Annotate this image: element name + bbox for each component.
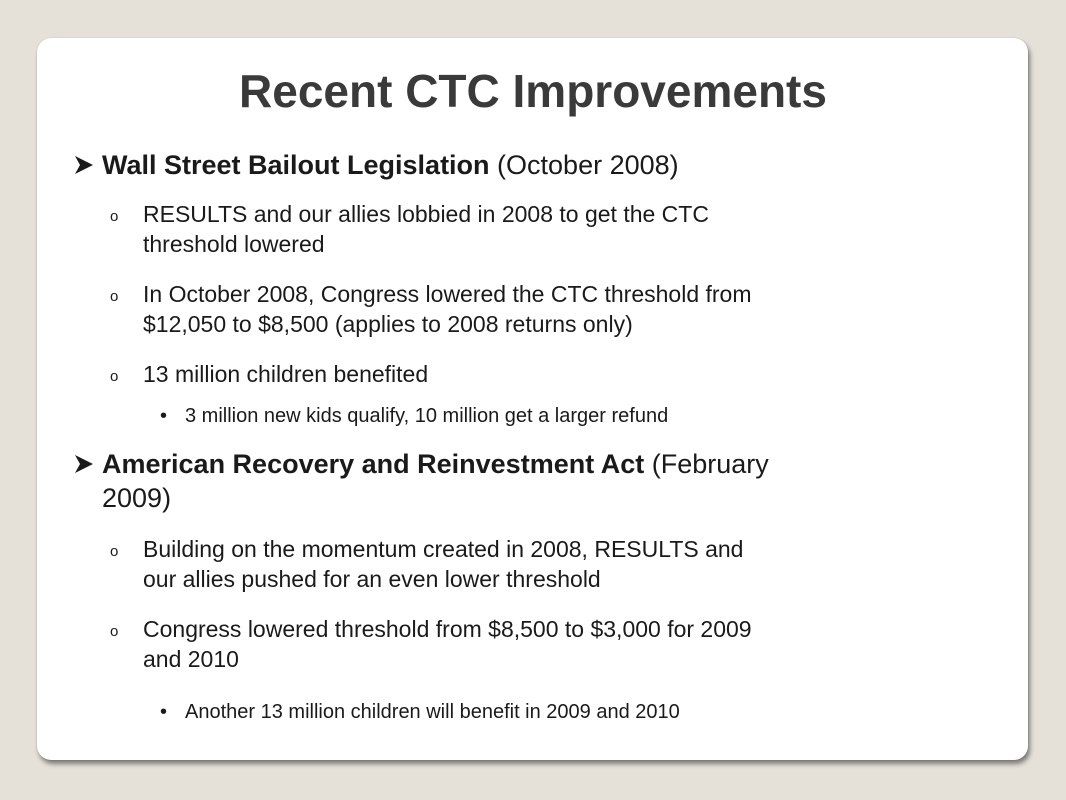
section-heading-text: American Recovery and Reinvestment Act [102,449,645,479]
list-item-line: RESULTS and our allies lobbied in 2008 to get the CTC [143,201,709,227]
sub-list-item-text: 3 million new kids qualify, 10 million get a larger refund [185,405,669,427]
circle-bullet: o [110,368,119,385]
dot-bullet: • [160,405,168,427]
list-item-line: In October 2008, Congress lowered the CTC threshold from [143,281,752,307]
dot-bullet: • [160,701,168,723]
arrow-bullet-icon [74,447,98,474]
list-item-line: Building on the momentum created in 2008, RESULTS and [143,536,744,562]
circle-bullet: o [110,288,119,305]
sub-list-item-text: Another 13 million children will benefit in 2009 and 2010 [185,701,680,723]
list-item-line: our allies pushed for an even lower threshold [143,566,601,592]
list-item-line: 13 million children benefited [143,361,429,387]
list-item-line: Congress lowered threshold from $8,500 to $3,000 for 2009 [143,616,752,642]
section-heading-text: Wall Street Bailout Legislation [102,150,490,180]
slide-title: Recent CTC Improvements [239,65,827,117]
arrow-bullet-icon [74,148,98,175]
circle-bullet: o [110,543,119,560]
circle-bullet: o [110,623,119,640]
list-item-line: threshold lowered [143,231,325,257]
section-date: (February [644,449,769,479]
circle-bullet: o [110,208,119,225]
list-item-line: $12,050 to $8,500 (applies to 2008 returns only) [143,311,633,337]
section-date: (October 2008) [489,150,679,180]
list-item-line: and 2010 [143,646,239,672]
section-date-continued: 2009) [102,483,172,513]
